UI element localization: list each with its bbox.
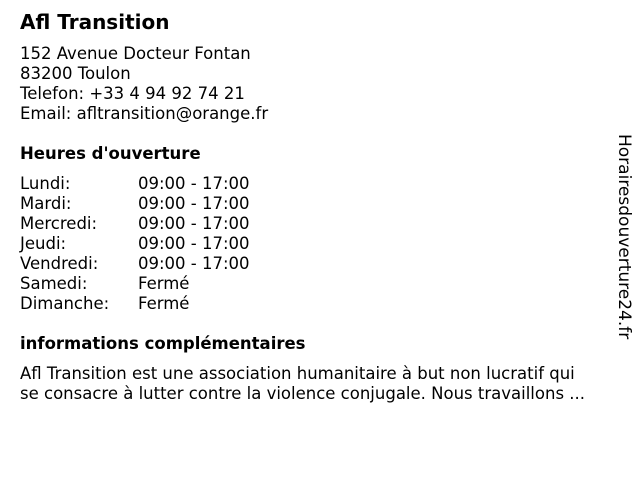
description-line: Afl Transition est une association humanitaire à but non lucratif qui: [20, 364, 575, 383]
day-label: Vendredi:: [20, 254, 99, 273]
description-line: se consacre à lutter contre la violence conjugale. Nous travaillons ...: [20, 384, 586, 403]
business-name: Afl Transition: [20, 10, 170, 34]
time-value: 09:00 - 17:00: [138, 254, 250, 273]
site-watermark: Horairesdouverture24.fr: [614, 134, 634, 340]
opening-hours-heading: Heures d'ouverture: [20, 144, 201, 163]
day-label: Mardi:: [20, 194, 72, 213]
address-city: 83200 Toulon: [20, 64, 131, 83]
address-street: 152 Avenue Docteur Fontan: [20, 44, 251, 63]
email-address: Email: afltransition@orange.fr: [20, 104, 269, 123]
hours-row-wednesday: [20, 214, 320, 234]
hours-row-sunday: [20, 294, 320, 314]
time-value: 09:00 - 17:00: [138, 214, 250, 233]
day-label: Samedi:: [20, 274, 88, 293]
opening-hours-table: [20, 174, 320, 314]
time-value: 09:00 - 17:00: [138, 234, 250, 253]
day-label: Mercredi:: [20, 214, 98, 233]
day-label: Jeudi:: [20, 234, 67, 253]
time-value: 09:00 - 17:00: [138, 174, 250, 193]
contact-block: [20, 44, 268, 124]
time-value: Fermé: [138, 294, 190, 313]
time-value: Fermé: [138, 274, 190, 293]
hours-row-friday: [20, 254, 320, 274]
hours-row-saturday: [20, 274, 320, 294]
phone-number: Telefon: +33 4 94 92 74 21: [20, 84, 245, 103]
hours-row-thursday: [20, 234, 320, 254]
hours-row-monday: [20, 174, 320, 194]
day-label: Lundi:: [20, 174, 71, 193]
additional-info-text: [20, 364, 620, 404]
time-value: 09:00 - 17:00: [138, 194, 250, 213]
day-label: Dimanche:: [20, 294, 110, 313]
additional-info-heading: informations complémentaires: [20, 334, 306, 353]
hours-row-tuesday: [20, 194, 320, 214]
